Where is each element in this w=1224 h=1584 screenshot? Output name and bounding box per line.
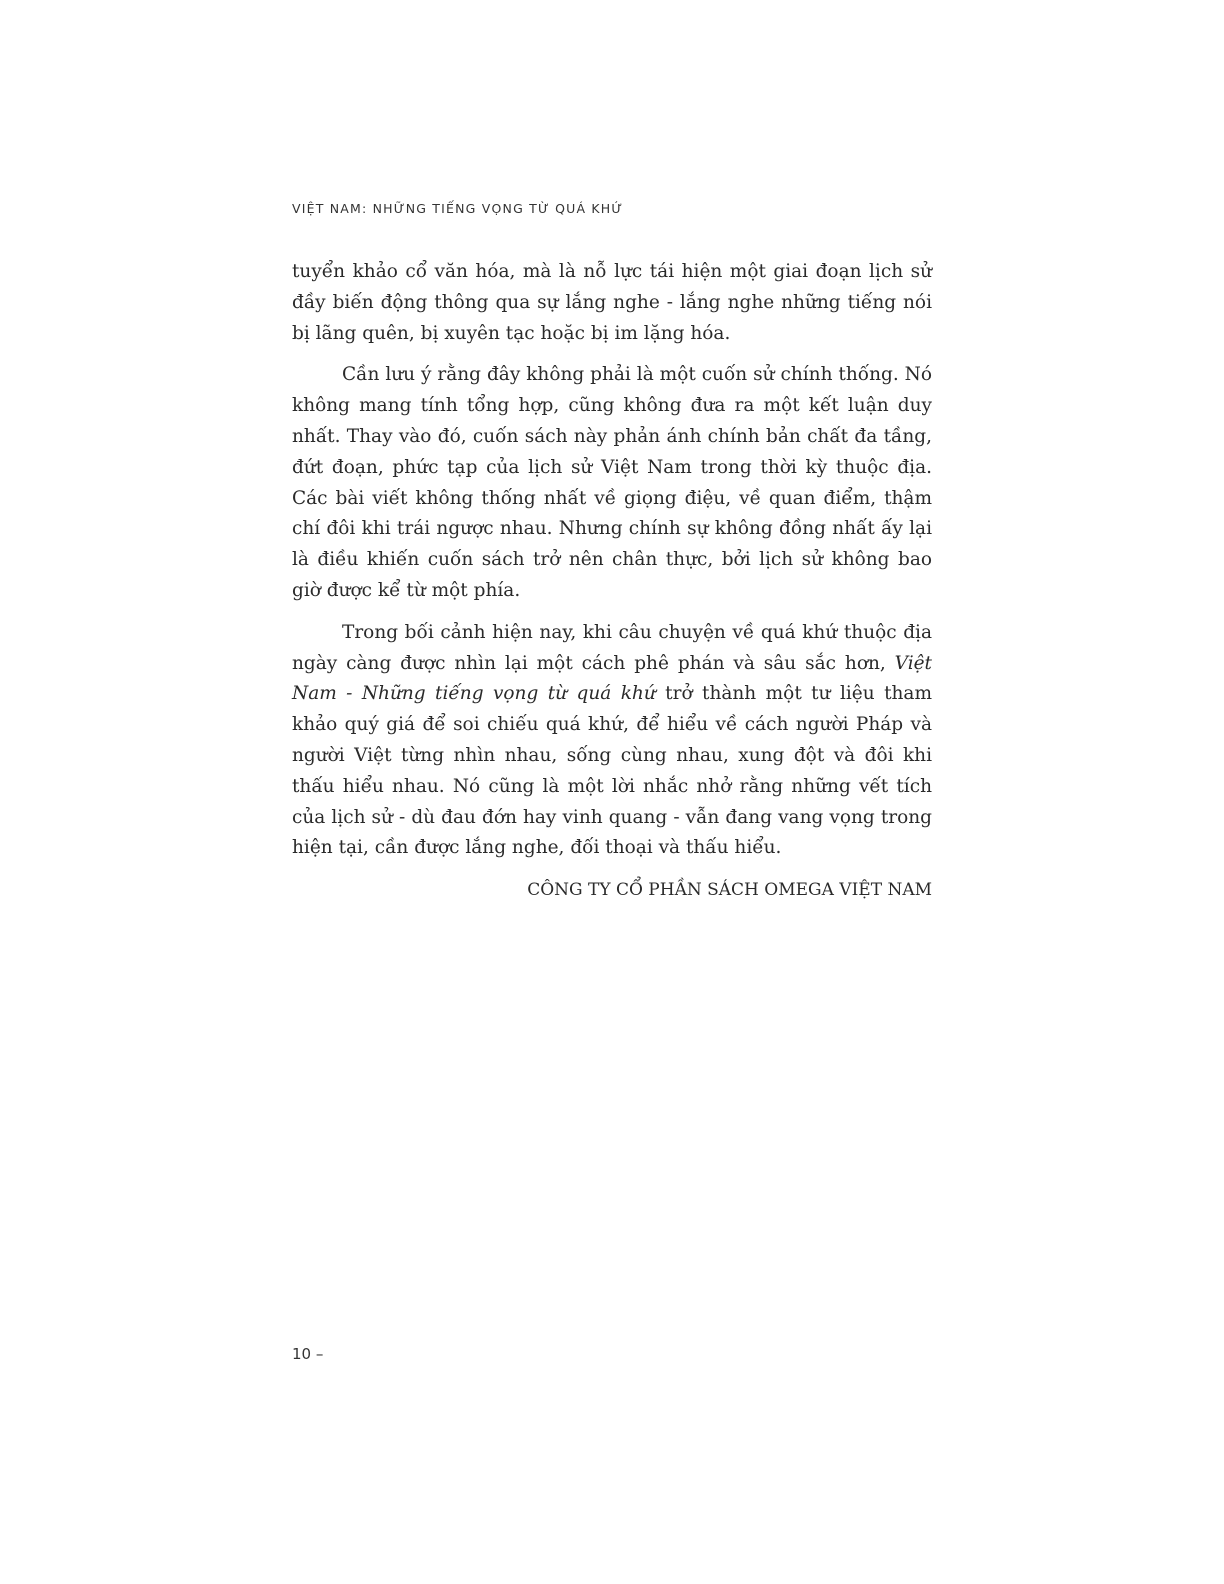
paragraph-3-text-after: trở thành một tư liệu tham khảo quý giá để soi chiếu quá khứ, để hiểu về cách người Pháp và người Việt từng nhìn nhau, sống cùng nhau, xung đột và đôi khi thấu hiểu nhau. Nó cũng là một lời nhắc nhở rằng những vết tích của lịch sử - dù đau đớn hay vinh quang - vẫn đang vang vọng trong hiện tại, cần được lắng nghe, đối thoại và thấu hiểu. xyxy=(292,683,932,859)
paragraph-3-text-before: Trong bối cảnh hiện nay, khi câu chuyện về quá khứ thuộc địa ngày càng được nhìn lại một cách phê phán và sâu sắc hơn, xyxy=(292,621,932,674)
paragraph-2: Cần lưu ý rằng đây không phải là một cuốn sử chính thống. Nó không mang tính tổng hợp, cũng không đưa ra một kết luận duy nhất. Thay vào đó, cuốn sách này phản ánh chính bản chất đa tầng, đứt đoạn, phức tạp của lịch sử Việt Nam trong thời kỳ thuộc địa. Các bài viết không thống nhất về giọng điệu, về quan điểm, thậm chí đôi khi trái ngược nhau. Nhưng chính sự không đồng nhất ấy lại là điều khiến cuốn sách trở nên chân thực, bởi lịch sử không bao giờ được kể từ một phía. xyxy=(292,364,932,601)
paragraph-3 xyxy=(292,618,932,864)
publisher-signature: CÔNG TY CỔ PHẦN SÁCH OMEGA VIỆT NAM xyxy=(527,880,932,901)
running-header: VIỆT NAM: NHỮNG TIẾNG VỌNG TỪ QUÁ KHỨ xyxy=(292,201,624,216)
paragraph-1: tuyển khảo cổ văn hóa, mà là nỗ lực tái hiện một giai đoạn lịch sử đầy biến động thông qua sự lắng nghe - lắng nghe những tiếng nói bị lãng quên, bị xuyên tạc hoặc bị im lặng hóa. xyxy=(292,261,932,344)
body-text xyxy=(292,257,932,905)
book-title-italic: Việt Nam - Những tiếng vọng từ quá khứ xyxy=(292,652,932,705)
page-number: 10 – xyxy=(292,1345,324,1363)
